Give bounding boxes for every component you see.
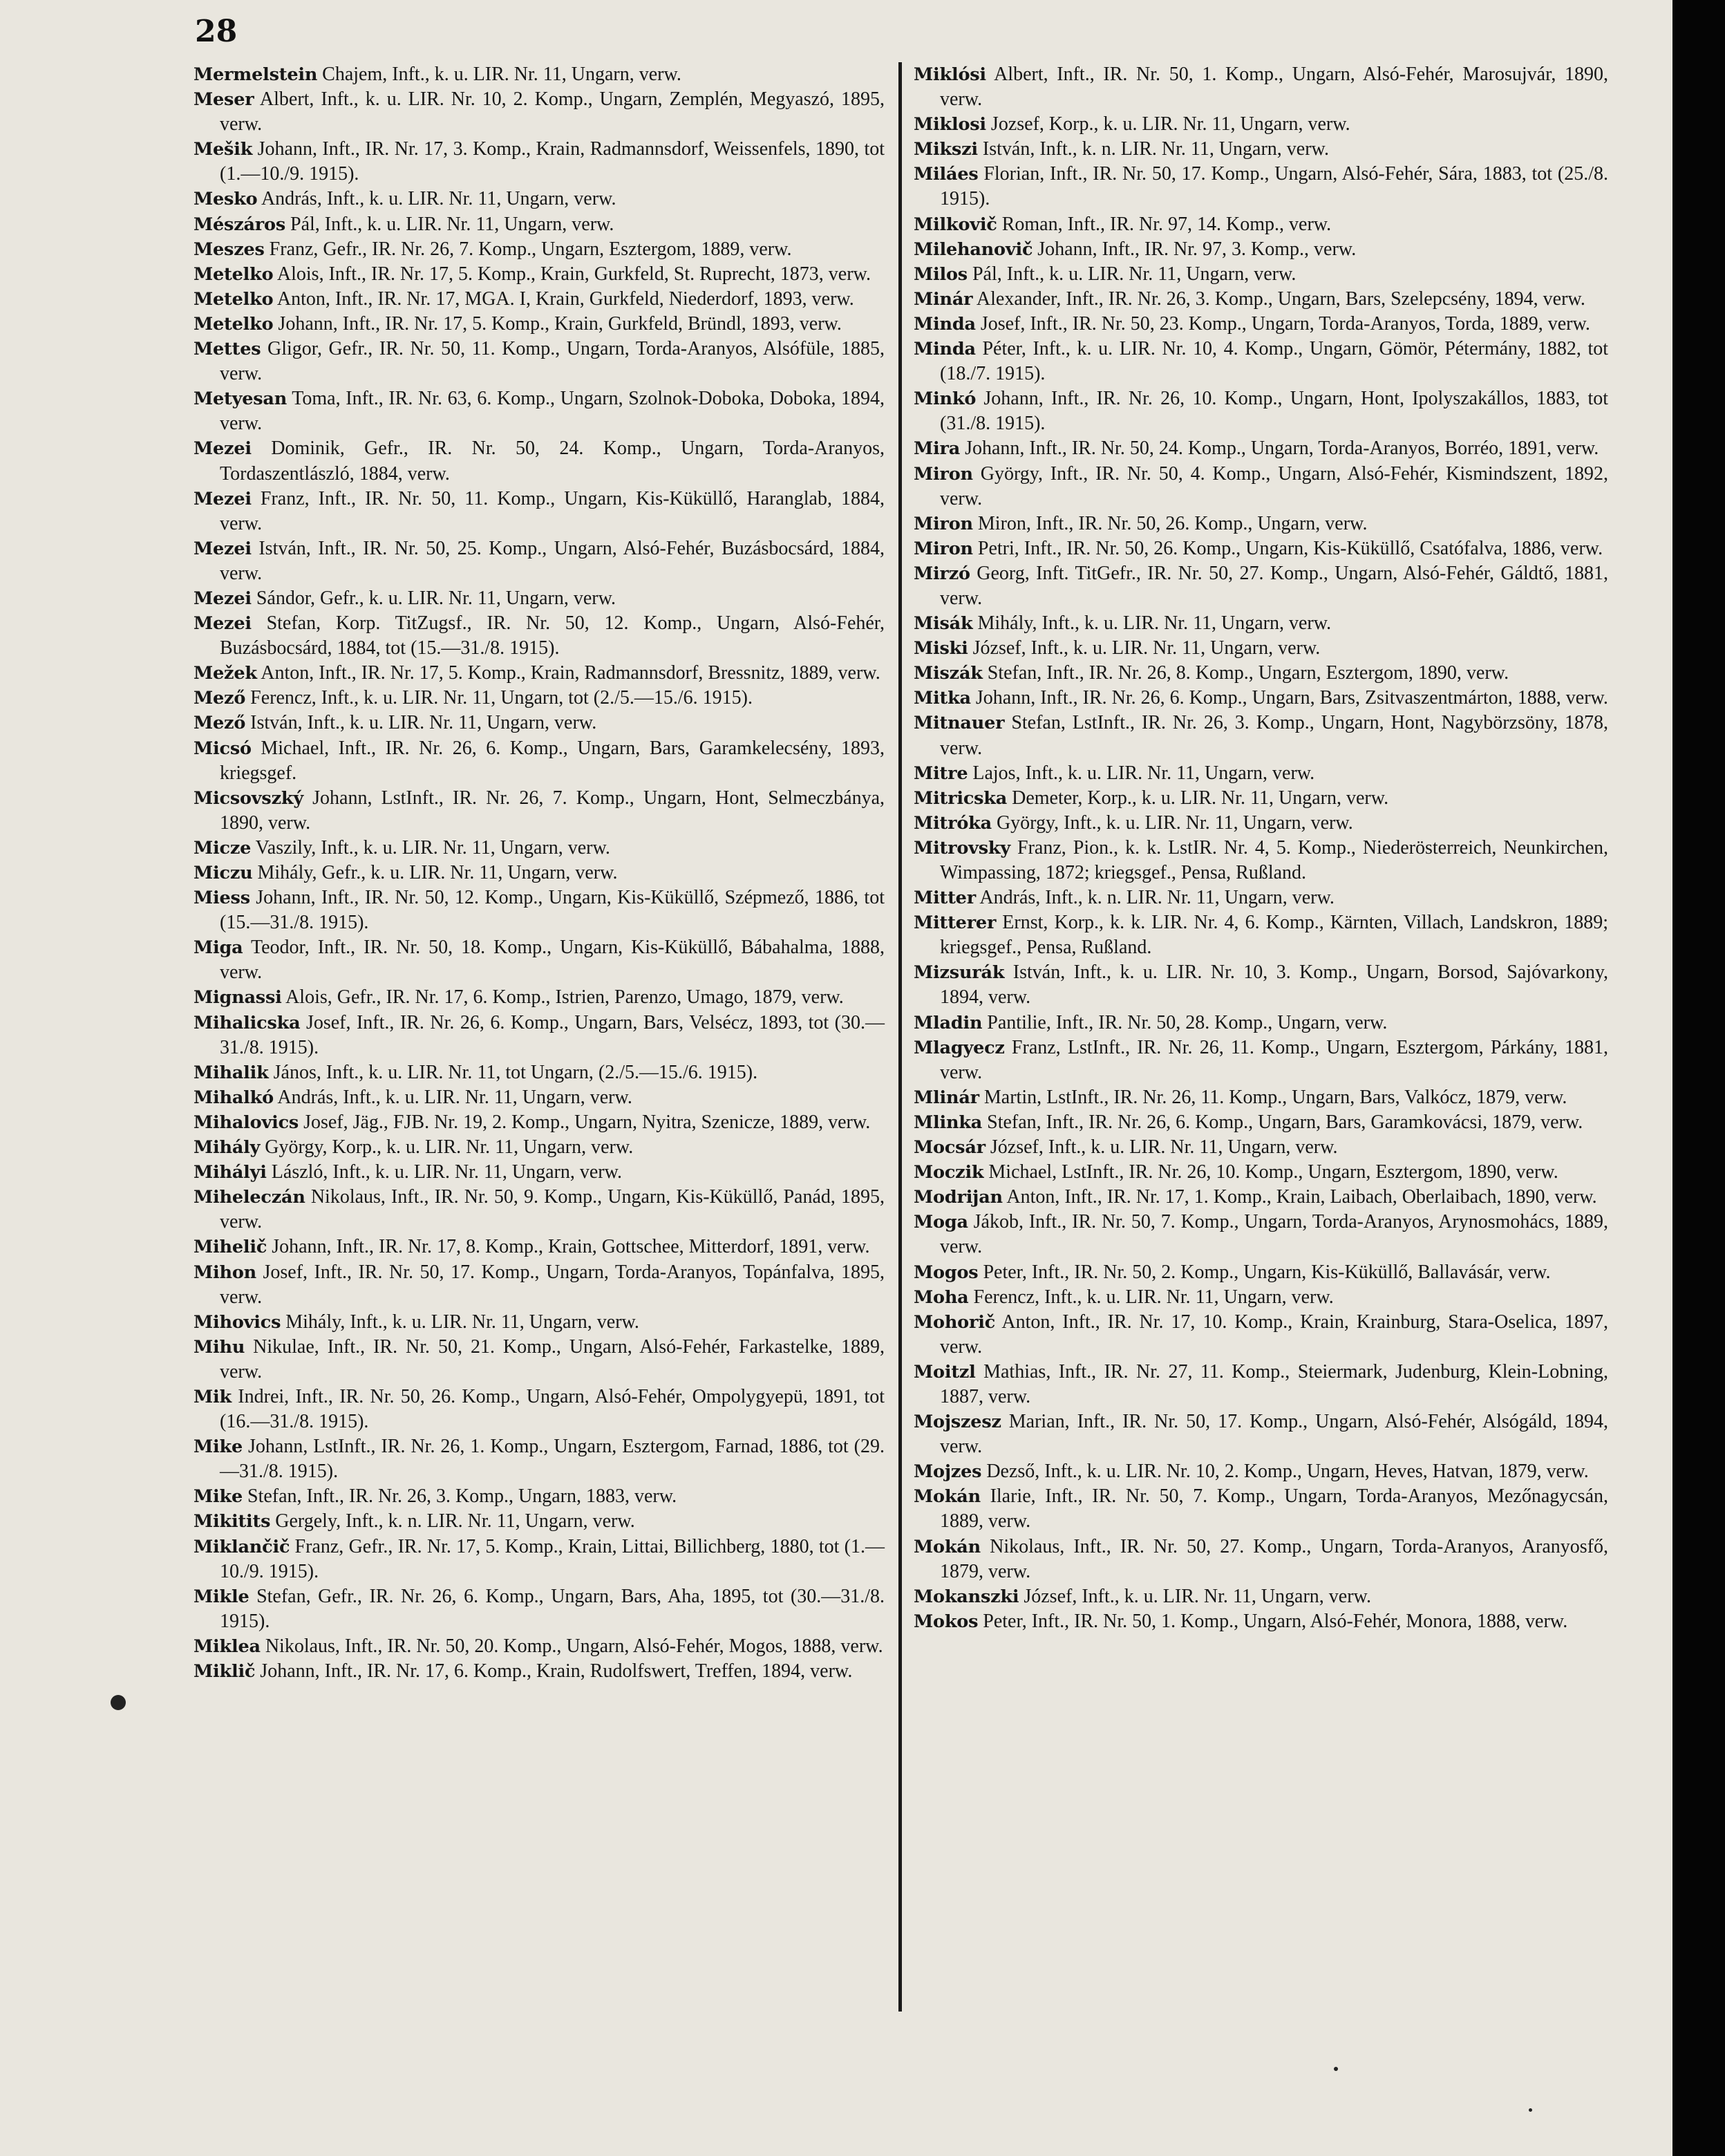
entry-surname: Micsó [194, 738, 252, 759]
roster-entry [194, 1584, 885, 1634]
entry-details: Johann, Inft., IR. Nr. 26, 6. Komp., Ungarn, Bars, Zsitvaszentmárton, 1888, verw. [975, 687, 1608, 709]
roster-entry [914, 1011, 1608, 1035]
entry-details: Nikolaus, Inft., IR. Nr. 50, 20. Komp., Ungarn, Alsó-Fehér, Mogos, 1888, verw. [265, 1635, 883, 1657]
entry-surname: Mettes [194, 339, 261, 360]
roster-entry [914, 1584, 1608, 1609]
entry-surname: Moha [914, 1286, 969, 1308]
roster-entry [194, 1260, 885, 1310]
roster-entry [194, 137, 885, 187]
entry-surname: Micsovszký [194, 787, 303, 809]
entry-surname: Mikle [194, 1586, 249, 1607]
entry-surname: Mitricska [914, 787, 1008, 809]
roster-entry [914, 1260, 1608, 1285]
roster-entry [194, 1110, 885, 1135]
roster-entry [914, 237, 1608, 262]
page-number: 28 [195, 14, 238, 49]
roster-entry [194, 1659, 885, 1684]
entry-details: Indrei, Inft., IR. Nr. 50, 26. Komp., Ungarn, Alsó-Fehér, Ompolygyepü, 1891, tot (16.—31./8. 1915). [220, 1385, 885, 1433]
entry-surname: Mészáros [194, 214, 286, 235]
entry-surname: Mignassi [194, 987, 282, 1009]
roster-entry [194, 1185, 885, 1235]
roster-entry [194, 1060, 885, 1085]
entry-surname: Mitróka [914, 812, 992, 834]
entry-details: Ferencz, Inft., k. u. LIR. Nr. 11, Ungarn, verw. [973, 1286, 1334, 1308]
entry-details: Péter, Inft., k. u. LIR. Nr. 10, 4. Komp., Ungarn, Gömör, Pétermány, 1882, tot (18./7. 1915). [940, 338, 1608, 385]
roster-entry [194, 1535, 885, 1584]
roster-entry [194, 1385, 885, 1434]
entry-surname: Mlagyecz [914, 1037, 1005, 1058]
entry-surname: Mező [194, 688, 246, 709]
entry-details: Mihály, Inft., k. u. LIR. Nr. 11, Ungarn, verw. [977, 612, 1332, 635]
entry-surname: Moga [914, 1212, 968, 1233]
entry-surname: Minár [914, 288, 973, 310]
entry-surname: Mogos [914, 1262, 979, 1283]
entry-surname: Miga [194, 937, 243, 959]
roster-entry [194, 337, 885, 386]
roster-entry [194, 935, 885, 985]
entry-surname: Mokos [914, 1611, 979, 1632]
roster-entry [914, 1035, 1608, 1085]
entry-surname: Mokanszki [914, 1586, 1019, 1607]
entry-details: Anton, Inft., IR. Nr. 17, 10. Komp., Krain, Krainburg, Stara-Oselica, 1897, verw. [940, 1311, 1608, 1358]
entry-surname: Moczik [914, 1162, 984, 1183]
roster-entry [194, 436, 885, 486]
roster-entry [194, 87, 885, 137]
roster-entry [914, 1110, 1608, 1135]
entry-details: Demeter, Korp., k. u. LIR. Nr. 11, Ungarn, verw. [1012, 787, 1389, 809]
entry-details: Vaszily, Inft., k. u. LIR. Nr. 11, Ungarn, verw. [255, 836, 610, 859]
entry-surname: Mihu [194, 1336, 245, 1358]
roster-entry [914, 62, 1608, 112]
roster-entry [194, 885, 885, 935]
roster-entry [914, 960, 1608, 1010]
entry-surname: Miklič [194, 1661, 256, 1682]
entry-details: István, Inft., IR. Nr. 50, 25. Komp., Ungarn, Alsó-Fehér, Buzásbocsárd, 1884, verw. [220, 537, 885, 584]
entry-details: Stefan, Korp. TitZugsf., IR. Nr. 50, 12. Komp., Ungarn, Alsó-Fehér, Buzásbocsárd, 1884, tot (15.—31./8. 1915). [220, 612, 885, 659]
entry-surname: Miski [914, 638, 968, 659]
roster-entry [914, 1409, 1608, 1459]
entry-surname: Miron [914, 538, 973, 559]
column-divider [898, 62, 902, 2012]
entry-surname: Miszák [914, 663, 983, 684]
entry-details: Stefan, Inft., IR. Nr. 26, 3. Komp., Ungarn, 1883, verw. [247, 1485, 677, 1508]
entry-details: Peter, Inft., IR. Nr. 50, 1. Komp., Ungarn, Alsó-Fehér, Monora, 1888, verw. [983, 1610, 1568, 1632]
entry-details: Josef, Inft., IR. Nr. 50, 17. Komp., Ungarn, Torda-Aranyos, Topánfalva, 1895, verw. [220, 1261, 885, 1308]
entry-details: Mihály, Inft., k. u. LIR. Nr. 11, Ungarn, verw. [285, 1311, 639, 1333]
entry-details: József, Inft., k. u. LIR. Nr. 11, Ungarn, verw. [1024, 1585, 1371, 1607]
entry-surname: Mežek [194, 663, 257, 684]
roster-entry [914, 1135, 1608, 1160]
entry-details: Johann, Inft., IR. Nr. 17, 8. Komp., Krain, Gottschee, Mitterdorf, 1891, verw. [272, 1236, 870, 1258]
roster-entry [914, 212, 1608, 237]
entry-details: Martin, LstInft., IR. Nr. 26, 11. Komp., Ungarn, Bars, Valkócz, 1879, verw. [983, 1086, 1567, 1108]
entry-surname: Mojszesz [914, 1412, 1001, 1433]
entry-surname: Miron [914, 463, 973, 485]
roster-entry [914, 536, 1608, 561]
entry-details: Georg, Inft. TitGefr., IR. Nr. 50, 27. Komp., Ungarn, Alsó-Fehér, Gáldtő, 1881, verw. [940, 562, 1608, 609]
entry-details: Stefan, Inft., IR. Nr. 26, 6. Komp., Ungarn, Bars, Garamkovácsi, 1879, verw. [987, 1111, 1583, 1133]
entry-details: Johann, Inft., IR. Nr. 26, 10. Komp., Ungarn, Hont, Ipolyszakállos, 1883, tot (31./8. 1915). [940, 388, 1609, 435]
roster-entry [194, 1634, 885, 1659]
entry-details: Marian, Inft., IR. Nr. 50, 17. Komp., Ungarn, Alsó-Fehér, Alsógáld, 1894, verw. [940, 1411, 1609, 1458]
roster-entry [194, 711, 885, 735]
entry-surname: Mihalkó [194, 1087, 274, 1108]
roster-entry [914, 1484, 1608, 1534]
entry-details: Johann, Inft., IR. Nr. 17, 5. Komp., Krain, Gurkfeld, Bründl, 1893, verw. [278, 312, 842, 335]
entry-details: Albert, Inft., k. u. LIR. Nr. 10, 2. Komp., Ungarn, Zemplén, Megyaszó, 1895, verw. [220, 88, 885, 135]
roster-entry [914, 1310, 1608, 1360]
entry-details: Roman, Inft., IR. Nr. 97, 14. Komp., verw. [1001, 213, 1332, 235]
entry-details: Gergely, Inft., k. n. LIR. Nr. 11, Ungarn, verw. [275, 1510, 635, 1532]
roster-entry [194, 686, 885, 711]
roster-entry [914, 1609, 1608, 1634]
entry-details: Jozsef, Korp., k. u. LIR. Nr. 11, Ungarn, verw. [990, 113, 1350, 135]
entry-details: Franz, Inft., IR. Nr. 50, 11. Komp., Ungarn, Kis-Küküllő, Haranglab, 1884, verw. [220, 487, 885, 534]
entry-surname: Mermelstein [194, 64, 318, 85]
entry-details: József, Inft., k. u. LIR. Nr. 11, Ungarn, verw. [972, 637, 1321, 659]
entry-surname: Mokán [914, 1536, 981, 1557]
entry-details: János, Inft., k. u. LIR. Nr. 11, tot Ungarn, (2./5.—15./6. 1915). [273, 1061, 758, 1083]
entry-details: Albert, Inft., IR. Nr. 50, 1. Komp., Ungarn, Alsó-Fehér, Marosujvár, 1890, verw. [940, 64, 1608, 111]
roster-entry [194, 287, 885, 312]
entry-details: Petri, Inft., IR. Nr. 50, 26. Komp., Ungarn, Kis-Küküllő, Csatófalva, 1886, verw. [977, 537, 1603, 559]
entry-details: Sándor, Gefr., k. u. LIR. Nr. 11, Ungarn, verw. [256, 587, 616, 609]
entry-surname: Miron [914, 513, 973, 534]
roster-entry [194, 386, 885, 436]
entry-details: György, Inft., IR. Nr. 50, 4. Komp., Ungarn, Alsó-Fehér, Kismindszent, 1892, verw. [940, 462, 1609, 509]
entry-surname: Mik [194, 1386, 232, 1407]
entry-details: István, Inft., k. u. LIR. Nr. 11, Ungarn, verw. [250, 712, 597, 734]
roster-entry [914, 386, 1608, 436]
entry-surname: Metyesan [194, 388, 288, 410]
roster-entry [914, 661, 1608, 686]
roster-entry [914, 337, 1608, 386]
entry-details: Peter, Inft., IR. Nr. 50, 2. Komp., Ungarn, Kis-Küküllő, Ballavásár, verw. [983, 1261, 1551, 1283]
entry-details: András, Inft., k. n. LIR. Nr. 11, Ungarn, verw. [979, 887, 1335, 909]
roster-entry [194, 985, 885, 1010]
entry-details: Ferencz, Inft., k. u. LIR. Nr. 11, Ungarn, tot (2./5.—15./6. 1915). [250, 687, 753, 709]
entry-surname: Mitnauer [914, 713, 1005, 734]
roster-entry [194, 786, 885, 836]
entry-surname: Mezei [194, 488, 252, 509]
entry-details: Pál, Inft., k. u. LIR. Nr. 11, Ungarn, verw. [290, 213, 614, 235]
entry-details: Ernst, Korp., k. k. LIR. Nr. 4, 6. Komp., Kärnten, Villach, Landskron, 1889; kriegsgef., Pensa, Rußland. [940, 912, 1608, 959]
entry-surname: Mešik [194, 139, 253, 160]
entry-details: Mihály, Gefr., k. u. LIR. Nr. 11, Ungarn, verw. [257, 862, 618, 883]
entry-surname: Minda [914, 313, 976, 335]
entry-details: Johann, LstInft., IR. Nr. 26, 7. Komp., Ungarn, Hont, Selmeczbánya, 1890, verw. [220, 787, 885, 834]
roster-entry [194, 262, 885, 287]
entry-details: Johann, Inft., IR. Nr. 17, 3. Komp., Krain, Radmannsdorf, Weissenfels, 1890, tot (1.—10./9. 1915). [220, 138, 885, 185]
entry-surname: Mokán [914, 1486, 981, 1508]
entry-surname: Mira [914, 438, 961, 460]
entry-surname: Mikitits [194, 1511, 271, 1532]
roster-entry [914, 910, 1608, 960]
entry-details: Stefan, Gefr., IR. Nr. 26, 6. Komp., Ungarn, Bars, Aha, 1895, tot (30.—31./8. 1915). [220, 1585, 885, 1632]
entry-details: Josef, Jäg., FJB. Nr. 19, 2. Komp., Ungarn, Nyitra, Szenicze, 1889, verw. [303, 1111, 871, 1133]
entry-surname: Mlinár [914, 1087, 979, 1108]
entry-surname: Metelko [194, 288, 274, 310]
right-column [914, 62, 1608, 1634]
entry-details: Franz, LstInft., IR. Nr. 26, 11. Komp., Ungarn, Esztergom, Párkány, 1881, verw. [940, 1036, 1608, 1083]
entry-details: Michael, LstInft., IR. Nr. 26, 10. Komp., Ungarn, Esztergom, 1890, verw. [988, 1161, 1558, 1183]
entry-surname: Miklosi [914, 114, 986, 135]
roster-entry [194, 1509, 885, 1534]
roster-entry [914, 1085, 1608, 1110]
roster-entry [914, 885, 1608, 910]
entry-surname: Meser [194, 89, 254, 111]
roster-entry [914, 262, 1608, 287]
roster-entry [194, 487, 885, 536]
entry-details: András, Inft., k. u. LIR. Nr. 11, Ungarn, verw. [261, 188, 616, 210]
entry-details: Alois, Gefr., IR. Nr. 17, 6. Komp., Istrien, Parenzo, Umago, 1879, verw. [285, 986, 844, 1009]
entry-surname: Modrijan [914, 1187, 1003, 1208]
entry-surname: Mezei [194, 438, 252, 460]
roster-entry [194, 736, 885, 786]
entry-details: Florian, Inft., IR. Nr. 50, 17. Komp., Ungarn, Alsó-Fehér, Sára, 1883, tot (25./8. 1915). [940, 163, 1608, 210]
entry-surname: Mihelič [194, 1237, 267, 1258]
entry-details: Franz, Pion., k. k. LstIR. Nr. 4, 5. Komp., Niederösterreich, Neunkirchen, Wimpassing, 1872; kriegsgef., Pensa, Rußland. [940, 836, 1608, 883]
entry-surname: Mohorič [914, 1311, 996, 1333]
roster-entry [194, 1235, 885, 1259]
entry-details: Pantilie, Inft., IR. Nr. 50, 28. Komp., Ungarn, verw. [987, 1011, 1388, 1033]
scan-edge [1672, 0, 1725, 2156]
entry-surname: Mezei [194, 588, 252, 609]
entry-surname: Mihályi [194, 1162, 267, 1183]
entry-details: Nikulae, Inft., IR. Nr. 50, 21. Komp., Ungarn, Alsó-Fehér, Farkastelke, 1889, verw. [220, 1335, 885, 1382]
entry-details: Gligor, Gefr., IR. Nr. 50, 11. Komp., Ungarn, Torda-Aranyos, Alsófüle, 1885, verw. [220, 338, 885, 385]
entry-details: Anton, Inft., IR. Nr. 17, MGA. I, Krain, Gurkfeld, Niederdorf, 1893, verw. [276, 288, 854, 310]
entry-surname: Mező [194, 713, 246, 734]
entry-details: Michael, Inft., IR. Nr. 26, 6. Komp., Ungarn, Bars, Garamkelecsény, 1893, kriegsgef. [220, 737, 885, 784]
entry-details: Alois, Inft., IR. Nr. 17, 5. Komp., Krain, Gurkfeld, St. Ruprecht, 1873, verw. [276, 263, 871, 285]
entry-surname: Mitrovsky [914, 837, 1010, 859]
roster-entry [914, 1535, 1608, 1584]
roster-entry [914, 137, 1608, 162]
roster-entry [194, 1160, 885, 1185]
entry-surname: Minkó [914, 388, 977, 410]
roster-entry [194, 536, 885, 586]
entry-details: András, Inft., k. u. LIR. Nr. 11, Ungarn, verw. [277, 1086, 632, 1108]
entry-details: Josef, Inft., IR. Nr. 50, 23. Komp., Ungarn, Torda-Aranyos, Torda, 1889, verw. [980, 312, 1590, 335]
print-speck [1334, 2067, 1338, 2071]
entry-surname: Mihalovics [194, 1112, 299, 1133]
entry-surname: Miczu [194, 863, 253, 883]
entry-surname: Mojzes [914, 1461, 982, 1483]
entry-details: Lajos, Inft., k. u. LIR. Nr. 11, Ungarn, verw. [972, 762, 1315, 784]
roster-entry [194, 212, 885, 237]
entry-surname: Milos [914, 263, 968, 285]
roster-entry [914, 312, 1608, 337]
entry-surname: Metelko [194, 313, 274, 335]
entry-details: Jákob, Inft., IR. Nr. 50, 7. Komp., Ungarn, Torda-Aranyos, Arynosmohács, 1889, verw. [940, 1211, 1608, 1258]
roster-entry [914, 112, 1608, 137]
entry-details: Chajem, Inft., k. u. LIR. Nr. 11, Ungarn, verw. [322, 64, 681, 85]
entry-details: Mathias, Inft., IR. Nr. 27, 11. Komp., Steiermark, Judenburg, Klein-Lobning, 1887, verw. [940, 1360, 1608, 1407]
roster-entry [914, 1360, 1608, 1409]
entry-details: György, Korp., k. u. LIR. Nr. 11, Ungarn, verw. [265, 1136, 634, 1159]
entry-surname: Micze [194, 837, 252, 859]
entry-details: Dominik, Gefr., IR. Nr. 50, 24. Komp., Ungarn, Torda-Aranyos, Tordaszentlászló, 1884, verw. [220, 438, 885, 485]
roster-entry [914, 1160, 1608, 1185]
entry-surname: Mitre [914, 762, 968, 784]
entry-details: István, Inft., k. u. LIR. Nr. 10, 3. Komp., Ungarn, Borsod, Sajóvarkony, 1894, verw. [940, 962, 1609, 1009]
entry-details: Toma, Inft., IR. Nr. 63, 6. Komp., Ungarn, Szolnok-Doboka, Doboka, 1894, verw. [220, 388, 885, 435]
roster-entry [914, 1210, 1608, 1259]
entry-surname: Miess [194, 888, 250, 909]
entry-details: Johann, LstInft., IR. Nr. 26, 1. Komp., Ungarn, Esztergom, Farnad, 1886, tot (29.—31./8. 1915). [220, 1436, 885, 1483]
roster-entry [914, 1459, 1608, 1484]
entry-surname: Metelko [194, 263, 274, 285]
entry-details: Nikolaus, Inft., IR. Nr. 50, 9. Komp., Ungarn, Kis-Küküllő, Panád, 1895, verw. [220, 1186, 885, 1233]
entry-details: Franz, Gefr., IR. Nr. 17, 5. Komp., Krain, Littai, Billichberg, 1880, tot (1.—10./9. 1915). [220, 1535, 885, 1582]
roster-entry [914, 561, 1608, 611]
entry-details: Johann, Inft., IR. Nr. 50, 24. Komp., Ungarn, Torda-Aranyos, Borréo, 1891, verw. [965, 438, 1599, 460]
entry-surname: Moitzl [914, 1361, 976, 1382]
roster-entry [194, 861, 885, 885]
roster-entry [914, 636, 1608, 661]
entry-surname: Milehanovič [914, 238, 1033, 260]
roster-entry [914, 786, 1608, 811]
roster-entry [914, 811, 1608, 836]
roster-entry [194, 661, 885, 686]
roster-entry [194, 312, 885, 337]
roster-entry [194, 1335, 885, 1385]
entry-details: Josef, Inft., IR. Nr. 26, 6. Komp., Ungarn, Bars, Velsécz, 1893, tot (30.—31./8. 1915). [220, 1011, 885, 1058]
entry-surname: Mihovics [194, 1311, 281, 1333]
entry-details: Franz, Gefr., IR. Nr. 26, 7. Komp., Ungarn, Esztergom, 1889, verw. [269, 238, 792, 260]
entry-details: Stefan, Inft., IR. Nr. 26, 8. Komp., Ungarn, Esztergom, 1890, verw. [987, 662, 1509, 684]
entry-details: Johann, Inft., IR. Nr. 97, 3. Komp., verw. [1037, 238, 1357, 260]
entry-details: Johann, Inft., IR. Nr. 17, 6. Komp., Krain, Rudolfswert, Treffen, 1894, verw. [260, 1660, 853, 1682]
roster-entry [194, 237, 885, 262]
entry-surname: Minda [914, 339, 976, 360]
roster-entry [914, 287, 1608, 312]
entry-surname: Mitterer [914, 912, 997, 934]
entry-details: Anton, Inft., IR. Nr. 17, 1. Komp., Krain, Laibach, Oberlaibach, 1890, verw. [1006, 1186, 1597, 1208]
roster-entry [914, 611, 1608, 636]
roster-entry [914, 1285, 1608, 1310]
entry-surname: Miklančič [194, 1536, 290, 1557]
roster-entry [914, 686, 1608, 711]
entry-surname: Mitter [914, 888, 976, 909]
roster-entry [914, 1185, 1608, 1210]
roster-entry [914, 836, 1608, 885]
roster-entry [194, 1310, 885, 1335]
left-column [194, 62, 885, 1684]
roster-entry [194, 611, 885, 661]
entry-details: Alexander, Inft., IR. Nr. 26, 3. Komp., Ungarn, Bars, Szelepcsény, 1894, verw. [976, 288, 1585, 310]
entry-surname: Mezei [194, 613, 252, 635]
entry-details: László, Inft., k. u. LIR. Nr. 11, Ungarn, verw. [271, 1161, 623, 1183]
roster-entry [914, 162, 1608, 212]
roster-entry [194, 1011, 885, 1060]
entry-surname: Mikszi [914, 139, 978, 160]
roster-entry [194, 836, 885, 861]
entry-surname: Mihalicska [194, 1012, 301, 1033]
entry-surname: Mladin [914, 1012, 983, 1033]
entry-surname: Misák [914, 613, 973, 635]
roster-entry [914, 512, 1608, 536]
roster-entry [914, 462, 1608, 512]
entry-surname: Miláes [914, 164, 979, 185]
roster-entry [194, 1434, 885, 1484]
entry-surname: Mezei [194, 538, 252, 559]
entry-details: István, Inft., k. n. LIR. Nr. 11, Ungarn, verw. [982, 138, 1329, 160]
entry-details: Johann, Inft., IR. Nr. 50, 12. Komp., Ungarn, Kis-Küküllő, Szépmező, 1886, tot (15.—31./8. 1915). [220, 887, 885, 934]
entry-details: Dezső, Inft., k. u. LIR. Nr. 10, 2. Komp., Ungarn, Heves, Hatvan, 1879, verw. [986, 1461, 1589, 1483]
entry-surname: Mihalik [194, 1062, 269, 1083]
print-speck [1529, 2108, 1532, 2112]
entry-surname: Miheleczán [194, 1187, 305, 1208]
entry-surname: Mihály [194, 1137, 261, 1159]
entry-details: Teodor, Inft., IR. Nr. 50, 18. Komp., Ungarn, Kis-Küküllő, Bábahalma, 1888, verw. [220, 937, 885, 984]
print-speck [111, 1695, 126, 1710]
roster-entry [914, 711, 1608, 760]
roster-entry [194, 1484, 885, 1509]
entry-surname: Miklósi [914, 64, 986, 85]
entry-surname: Mlinka [914, 1112, 983, 1133]
roster-entry [914, 436, 1608, 461]
entry-details: József, Inft., k. u. LIR. Nr. 11, Ungarn, verw. [990, 1136, 1338, 1159]
roster-entry [194, 586, 885, 611]
entry-details: Miron, Inft., IR. Nr. 50, 26. Komp., Ungarn, verw. [977, 512, 1368, 534]
roster-entry [194, 1085, 885, 1110]
entry-details: György, Inft., k. u. LIR. Nr. 11, Ungarn, verw. [996, 812, 1353, 834]
entry-details: Ilarie, Inft., IR. Nr. 50, 7. Komp., Ungarn, Torda-Aranyos, Mezőnagycsán, 1889, verw. [940, 1485, 1609, 1532]
roster-entry [194, 1135, 885, 1160]
entry-details: Stefan, LstInft., IR. Nr. 26, 3. Komp., Ungarn, Hont, Nagybörzsöny, 1878, verw. [940, 712, 1608, 759]
roster-entry [194, 187, 885, 212]
entry-surname: Mirzó [914, 563, 970, 584]
entry-surname: Mesko [194, 189, 258, 210]
entry-surname: Mocsár [914, 1137, 986, 1159]
roster-entry [914, 761, 1608, 786]
entry-details: Pál, Inft., k. u. LIR. Nr. 11, Ungarn, verw. [972, 263, 1297, 285]
entry-surname: Mike [194, 1436, 243, 1458]
entry-details: Anton, Inft., IR. Nr. 17, 5. Komp., Krain, Radmannsdorf, Bressnitz, 1889, verw. [261, 662, 880, 684]
entry-surname: Meszes [194, 238, 265, 260]
entry-surname: Miklea [194, 1635, 261, 1657]
entry-surname: Milkovič [914, 214, 997, 235]
entry-surname: Mitka [914, 688, 971, 709]
roster-entry [194, 62, 885, 87]
entry-surname: Mihon [194, 1262, 257, 1283]
entry-surname: Mizsurák [914, 962, 1005, 984]
entry-surname: Mike [194, 1486, 243, 1508]
entry-details: Nikolaus, Inft., IR. Nr. 50, 27. Komp., Ungarn, Torda-Aranyos, Aranyosfő, 1879, verw. [940, 1535, 1609, 1582]
